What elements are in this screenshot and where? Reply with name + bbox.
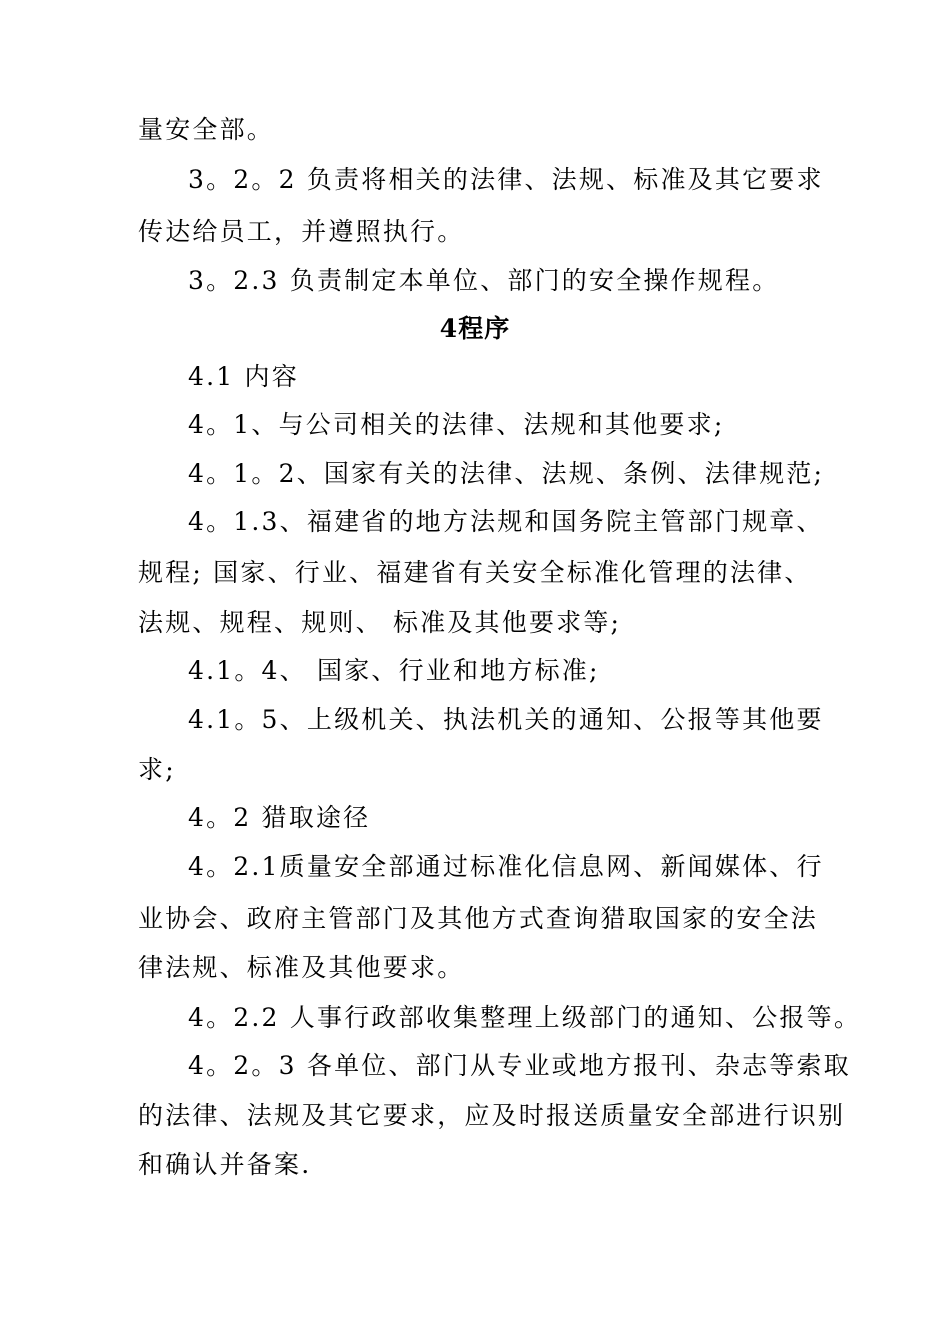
text-line: 4。2。3 各单位、部门从专业或地方报刊、杂志等索取 xyxy=(188,1051,851,1080)
text-line: 4。1、与公司相关的法律、法规和其他要求; xyxy=(188,410,725,439)
text-line: 4。2 猎取途径 xyxy=(188,803,371,832)
text-line: 4。2.1质量安全部通过标准化信息网、新闻媒体、行 xyxy=(188,852,824,881)
text-line: 3。2.3 负责制定本单位、部门的安全操作规程。 xyxy=(188,266,780,295)
text-line: 4.1。4、 国家、行业和地方标准; xyxy=(188,656,600,685)
section-heading: 4程序 xyxy=(439,314,511,343)
text-line: 和确认并备案. xyxy=(138,1150,312,1179)
text-line: 法规、规程、规则、 标准及其他要求等; xyxy=(138,608,622,637)
text-line: 量安全部。 xyxy=(138,115,275,144)
text-line: 规程; 国家、行业、福建省有关安全标准化管理的法律、 xyxy=(138,558,812,587)
text-line: 4。1.3、福建省的地方法规和国务院主管部门规章、 xyxy=(188,507,824,536)
text-line: 业协会、政府主管部门及其他方式查询猎取国家的安全法 xyxy=(138,904,819,933)
text-line: 4.1。5、上级机关、执法机关的通知、公报等其他要 xyxy=(188,705,824,734)
text-line: 4。2.2 人事行政部收集整理上级部门的通知、公报等。 xyxy=(188,1003,862,1032)
text-line: 律法规、标准及其他要求。 xyxy=(138,953,465,982)
text-line: 4。1。2、国家有关的法律、法规、条例、法律规范; xyxy=(188,459,825,488)
text-line: 传达给员工，并遵照执行。 xyxy=(138,217,465,246)
text-line: 4.1 内容 xyxy=(188,362,299,391)
text-line: 3。2。2 负责将相关的法律、法规、标准及其它要求 xyxy=(188,165,824,194)
text-line: 的法律、法规及其它要求，应及时报送质量安全部进行识别 xyxy=(138,1101,846,1130)
text-line: 求; xyxy=(138,755,176,784)
